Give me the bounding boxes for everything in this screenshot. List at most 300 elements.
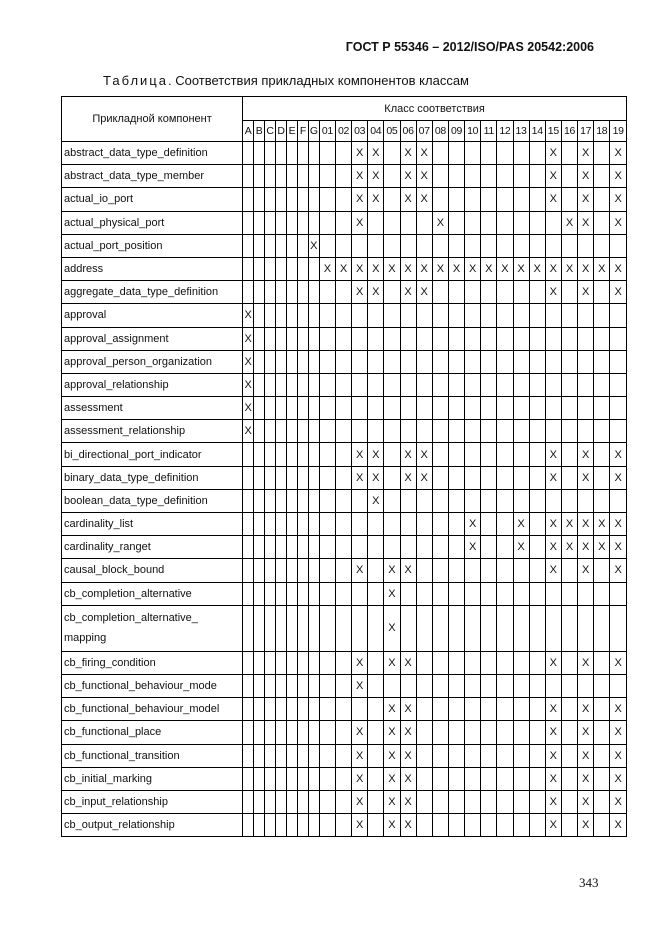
class-cell [561, 489, 577, 512]
component-name: cardinality_list [62, 513, 243, 536]
class-cell [297, 188, 308, 211]
conformance-mark: X [610, 744, 627, 767]
class-cell [432, 721, 448, 744]
conformance-mark: X [400, 443, 416, 466]
class-cell [594, 142, 610, 165]
conformance-mark: X [578, 281, 594, 304]
conformance-mark: X [578, 188, 594, 211]
class-cell [448, 767, 464, 790]
class-cell [319, 582, 335, 605]
class-cell [448, 420, 464, 443]
class-cell [308, 582, 319, 605]
class-cell [416, 674, 432, 697]
conformance-mark: X [352, 257, 368, 280]
class-cell [335, 674, 351, 697]
conformance-mark: X [352, 744, 368, 767]
class-cell [416, 582, 432, 605]
conformance-mark: X [545, 559, 561, 582]
class-cell [432, 674, 448, 697]
class-cell [308, 651, 319, 674]
class-cell [448, 234, 464, 257]
class-cell [319, 397, 335, 420]
class-cell [286, 443, 297, 466]
class-cell [529, 559, 545, 582]
class-cell [254, 767, 265, 790]
class-cell [497, 466, 513, 489]
component-name: abstract_data_type_definition [62, 142, 243, 165]
class-cell [416, 767, 432, 790]
class-cell [308, 536, 319, 559]
conformance-mark: X [545, 536, 561, 559]
class-cell [513, 234, 529, 257]
conformance-mark: X [400, 744, 416, 767]
class-cell [265, 327, 276, 350]
class-cell [265, 304, 276, 327]
class-cell [243, 257, 254, 280]
class-cell [529, 397, 545, 420]
class-cell [297, 559, 308, 582]
class-cell [384, 281, 400, 304]
component-name: cb_completion_alternative [62, 582, 243, 605]
conformance-mark: X [243, 373, 254, 396]
class-cell [561, 304, 577, 327]
class-cell [352, 605, 368, 651]
class-cell [276, 420, 287, 443]
class-column-02: 02 [335, 121, 351, 142]
class-cell [416, 350, 432, 373]
class-cell [448, 188, 464, 211]
conformance-mark: X [561, 536, 577, 559]
class-cell [352, 582, 368, 605]
class-cell [578, 350, 594, 373]
class-cell [481, 605, 497, 651]
class-cell [513, 790, 529, 813]
class-cell [319, 234, 335, 257]
class-cell [432, 281, 448, 304]
conformance-mark: X [545, 142, 561, 165]
class-cell [497, 651, 513, 674]
component-name: cb_functional_transition [62, 744, 243, 767]
conformance-mark: X [319, 257, 335, 280]
class-cell [265, 513, 276, 536]
class-cell [276, 582, 287, 605]
class-cell [319, 767, 335, 790]
class-cell [545, 489, 561, 512]
class-cell [481, 188, 497, 211]
class-cell [368, 327, 384, 350]
class-cell [400, 489, 416, 512]
class-cell [432, 651, 448, 674]
class-cell [610, 582, 627, 605]
class-cell [276, 744, 287, 767]
class-column-14: 14 [529, 121, 545, 142]
class-cell [368, 420, 384, 443]
class-cell [319, 674, 335, 697]
class-cell [335, 489, 351, 512]
conformance-mark: X [465, 257, 481, 280]
class-cell [448, 350, 464, 373]
class-cell [319, 420, 335, 443]
conformance-mark: X [352, 651, 368, 674]
class-cell [432, 373, 448, 396]
class-column-g: G [308, 121, 319, 142]
conformance-mark: X [384, 651, 400, 674]
class-cell [594, 373, 610, 396]
class-cell [265, 814, 276, 837]
class-cell [432, 536, 448, 559]
class-cell [578, 674, 594, 697]
class-cell [481, 651, 497, 674]
class-cell [513, 211, 529, 234]
class-cell [243, 559, 254, 582]
class-cell [529, 721, 545, 744]
class-cell [529, 466, 545, 489]
class-cell [432, 350, 448, 373]
class-cell [368, 304, 384, 327]
class-cell [308, 767, 319, 790]
class-cell [335, 188, 351, 211]
class-cell [529, 582, 545, 605]
class-cell [561, 721, 577, 744]
conformance-mark: X [578, 142, 594, 165]
conformance-mark: X [561, 513, 577, 536]
table-row [62, 721, 627, 744]
class-cell [545, 605, 561, 651]
conformance-mark: X [352, 674, 368, 697]
conformance-mark: X [578, 211, 594, 234]
conformance-mark: X [610, 651, 627, 674]
class-column-03: 03 [352, 121, 368, 142]
class-cell [578, 582, 594, 605]
class-cell [265, 397, 276, 420]
class-cell [265, 281, 276, 304]
class-cell [319, 443, 335, 466]
class-cell [497, 281, 513, 304]
class-cell [384, 443, 400, 466]
component-name: cb_input_relationship [62, 790, 243, 813]
class-cell [254, 814, 265, 837]
class-cell [561, 814, 577, 837]
class-cell [610, 489, 627, 512]
class-cell [545, 234, 561, 257]
class-cell [308, 721, 319, 744]
class-cell [513, 767, 529, 790]
class-cell [448, 559, 464, 582]
class-cell [513, 397, 529, 420]
class-cell [513, 814, 529, 837]
class-cell [497, 536, 513, 559]
class-cell [416, 721, 432, 744]
class-cell [416, 327, 432, 350]
class-cell [594, 605, 610, 651]
class-cell [276, 350, 287, 373]
conformance-mark: X [578, 721, 594, 744]
conformance-mark: X [594, 536, 610, 559]
class-cell [497, 304, 513, 327]
class-cell [243, 234, 254, 257]
class-cell [384, 373, 400, 396]
class-cell [286, 721, 297, 744]
class-cell [308, 350, 319, 373]
class-cell [297, 304, 308, 327]
component-name: abstract_data_type_member [62, 165, 243, 188]
conformance-mark: X [545, 767, 561, 790]
class-cell [276, 373, 287, 396]
class-cell [276, 397, 287, 420]
conformance-mark: X [545, 651, 561, 674]
table-caption [103, 73, 469, 88]
class-cell [319, 513, 335, 536]
class-cell [308, 373, 319, 396]
class-cell [561, 744, 577, 767]
class-cell [265, 767, 276, 790]
class-cell [254, 373, 265, 396]
class-cell [481, 559, 497, 582]
class-cell [368, 744, 384, 767]
class-cell [448, 211, 464, 234]
class-cell [265, 674, 276, 697]
class-column-f: F [297, 121, 308, 142]
class-column-header: Класс соответствия [243, 97, 627, 121]
class-cell [513, 304, 529, 327]
class-cell [561, 767, 577, 790]
conformance-mark: X [432, 257, 448, 280]
class-cell [297, 605, 308, 651]
class-cell [335, 165, 351, 188]
caption-prefix: Таблица [103, 73, 168, 88]
class-cell [448, 721, 464, 744]
class-cell [448, 489, 464, 512]
conformance-mark: X [578, 790, 594, 813]
conformance-mark: X [448, 257, 464, 280]
class-cell [335, 721, 351, 744]
class-cell [481, 536, 497, 559]
class-cell [416, 420, 432, 443]
class-cell [352, 397, 368, 420]
class-cell [465, 397, 481, 420]
component-name: approval_assignment [62, 327, 243, 350]
class-cell [400, 211, 416, 234]
class-cell [561, 350, 577, 373]
conformance-mark: X [368, 443, 384, 466]
class-cell [265, 698, 276, 721]
class-cell [319, 327, 335, 350]
class-cell [297, 744, 308, 767]
class-cell [319, 211, 335, 234]
conformance-mark: X [400, 721, 416, 744]
class-cell [254, 304, 265, 327]
class-cell [243, 466, 254, 489]
class-cell [254, 281, 265, 304]
table-row [62, 350, 627, 373]
class-cell [265, 165, 276, 188]
class-cell [416, 536, 432, 559]
conformance-mark: X [545, 698, 561, 721]
conformance-mark: X [578, 257, 594, 280]
class-cell [594, 188, 610, 211]
class-cell [529, 420, 545, 443]
class-cell [297, 651, 308, 674]
class-cell [448, 651, 464, 674]
conformance-mark: X [416, 142, 432, 165]
class-cell [497, 443, 513, 466]
conformance-mark: X [610, 536, 627, 559]
class-cell [265, 582, 276, 605]
class-cell [513, 674, 529, 697]
class-cell [432, 397, 448, 420]
class-cell [276, 142, 287, 165]
component-name: causal_block_bound [62, 559, 243, 582]
conformance-mark: X [578, 165, 594, 188]
conformance-mark: X [610, 767, 627, 790]
conformance-mark: X [243, 397, 254, 420]
class-cell [481, 327, 497, 350]
table-row [62, 281, 627, 304]
class-cell [276, 559, 287, 582]
conformance-mark: X [545, 744, 561, 767]
class-cell [319, 698, 335, 721]
class-cell [561, 466, 577, 489]
class-cell [545, 327, 561, 350]
table-row [62, 582, 627, 605]
class-cell [297, 674, 308, 697]
class-cell [465, 559, 481, 582]
class-cell [432, 513, 448, 536]
class-cell [265, 211, 276, 234]
class-cell [286, 513, 297, 536]
class-column-13: 13 [513, 121, 529, 142]
class-cell [578, 420, 594, 443]
class-cell [276, 234, 287, 257]
class-cell [276, 489, 287, 512]
class-cell [594, 582, 610, 605]
class-cell [384, 165, 400, 188]
class-cell [297, 582, 308, 605]
conformance-mark: X [352, 165, 368, 188]
class-cell [308, 814, 319, 837]
class-cell [578, 373, 594, 396]
class-cell [432, 327, 448, 350]
conformance-mark: X [368, 281, 384, 304]
caption-text: . Соответствия прикладных компонентов классам [167, 73, 469, 88]
conformance-mark: X [610, 698, 627, 721]
class-cell [297, 698, 308, 721]
class-cell [400, 674, 416, 697]
class-cell [286, 651, 297, 674]
class-cell [265, 350, 276, 373]
class-cell [276, 605, 287, 651]
class-cell [448, 698, 464, 721]
class-cell [368, 536, 384, 559]
class-cell [465, 327, 481, 350]
class-cell [352, 304, 368, 327]
class-cell [254, 466, 265, 489]
conformance-mark: X [243, 327, 254, 350]
class-cell [265, 257, 276, 280]
conformance-mark: X [465, 513, 481, 536]
class-cell [432, 790, 448, 813]
class-cell [335, 536, 351, 559]
class-cell [286, 281, 297, 304]
conformance-mark: X [416, 188, 432, 211]
class-cell [265, 443, 276, 466]
conformance-mark: X [352, 559, 368, 582]
component-name: cb_functional_behaviour_mode [62, 674, 243, 697]
class-cell [243, 489, 254, 512]
class-cell [319, 188, 335, 211]
class-cell [497, 142, 513, 165]
class-cell [308, 142, 319, 165]
class-cell [594, 698, 610, 721]
class-cell [286, 790, 297, 813]
class-cell [286, 489, 297, 512]
conformance-mark: X [243, 350, 254, 373]
class-cell [335, 420, 351, 443]
component-name: aggregate_data_type_definition [62, 281, 243, 304]
class-cell [481, 420, 497, 443]
table-row [62, 257, 627, 280]
class-cell [545, 397, 561, 420]
component-name: approval_relationship [62, 373, 243, 396]
class-cell [335, 466, 351, 489]
conformance-mark: X [545, 443, 561, 466]
class-cell [497, 698, 513, 721]
conformance-mark: X [335, 257, 351, 280]
class-cell [497, 814, 513, 837]
table-row [62, 513, 627, 536]
class-cell [297, 234, 308, 257]
conformance-mark: X [578, 443, 594, 466]
conformance-mark: X [513, 536, 529, 559]
class-cell [610, 234, 627, 257]
class-cell [432, 165, 448, 188]
class-cell [286, 420, 297, 443]
conformance-mark: X [545, 466, 561, 489]
class-cell [368, 211, 384, 234]
class-column-a: A [243, 121, 254, 142]
class-cell [319, 814, 335, 837]
class-cell [286, 698, 297, 721]
class-cell [497, 513, 513, 536]
class-cell [335, 234, 351, 257]
class-cell [297, 767, 308, 790]
class-cell [561, 397, 577, 420]
class-cell [529, 281, 545, 304]
class-cell [352, 513, 368, 536]
conformance-mark: X [578, 651, 594, 674]
class-column-09: 09 [448, 121, 464, 142]
class-cell [384, 536, 400, 559]
class-cell [384, 397, 400, 420]
class-cell [529, 234, 545, 257]
class-cell [265, 721, 276, 744]
class-cell [545, 420, 561, 443]
class-cell [276, 281, 287, 304]
class-cell [448, 582, 464, 605]
class-cell [335, 790, 351, 813]
class-cell [578, 605, 594, 651]
class-cell [276, 790, 287, 813]
class-cell [513, 420, 529, 443]
class-cell [594, 651, 610, 674]
conformance-mark: X [384, 767, 400, 790]
class-cell [497, 350, 513, 373]
component-name: boolean_data_type_definition [62, 489, 243, 512]
class-cell [497, 721, 513, 744]
class-cell [465, 165, 481, 188]
conformance-mark: X [368, 466, 384, 489]
class-cell [335, 605, 351, 651]
